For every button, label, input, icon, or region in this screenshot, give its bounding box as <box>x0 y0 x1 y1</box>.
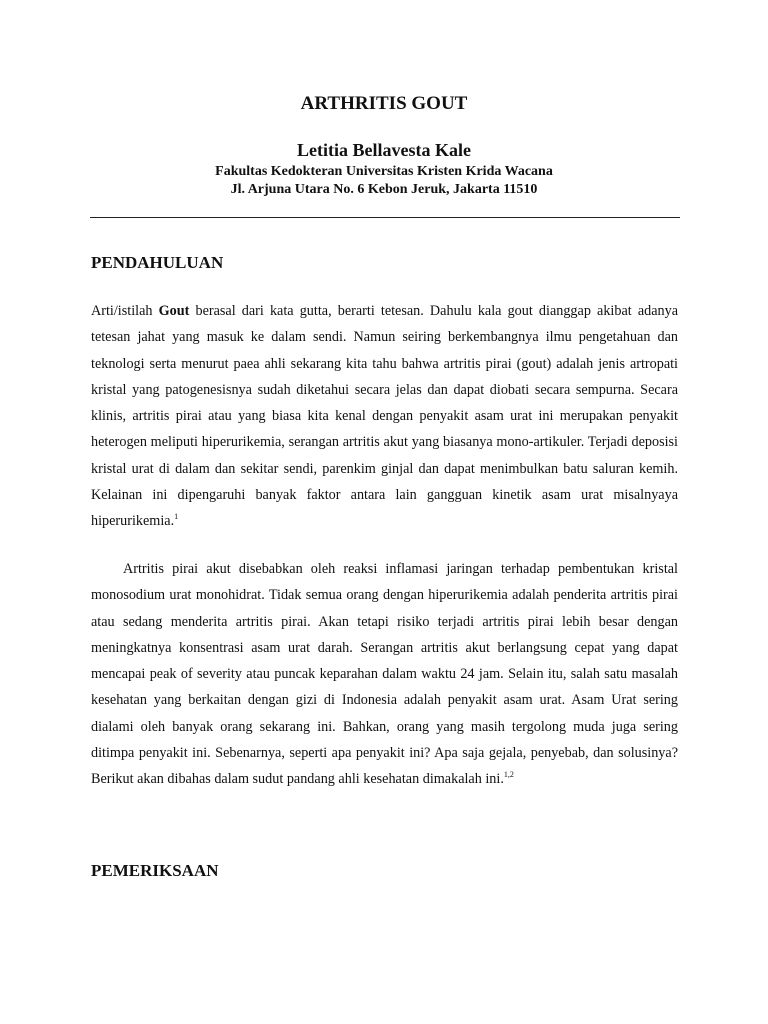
citation-reference: 1 <box>174 512 179 522</box>
bold-term-gout: Gout <box>158 303 190 319</box>
paragraph-introduction <box>91 298 678 535</box>
section-heading-pendahuluan: PENDAHULUAN <box>91 253 224 272</box>
header-divider <box>90 217 680 218</box>
paragraph-prefix: Arti/istilah <box>91 303 159 319</box>
citation-reference: 1,2 <box>503 770 514 780</box>
document-title: ARTHRITIS GOUT <box>300 93 468 114</box>
affiliation-institution: Fakultas Kedokteran Universitas Kristen Krida Wacana <box>215 164 553 179</box>
affiliation-address: Jl. Arjuna Utara No. 6 Kebon Jeruk, Jakarta 11510 <box>230 182 538 197</box>
paragraph-body: berasal dari kata gutta, berarti tetesan. Dahulu kala gout dianggap akibat adanya tetesan jahat yang masuk ke dalam sendi. Namun seiring berkembangnya ilmu pengetahuan dan teknologi serta menurut paea ahli sekarang kita tahu bahwa artritis pirai (gout) adalah jenis artropati kristal yang patogenesisnya sudah diketahui secara jelas dan dapat diobati secara sempurna. Secara klinis, artritis pirai atau yang biasa kita kenal dengan penyakit asam urat ini merupakan penyakit heterogen meliputi hiperurikemia, serangan artritis akut yang biasanya mono-artikuler. Terjadi deposisi kristal urat di dalam dan sekitar sendi, parenkim ginjal dan dapat menimbulkan batu saluran kemih. Kelainan ini dipengaruhi banyak faktor antara lain gangguan kinetik asam urat misalnyaya hiperurikemia. <box>91 303 678 530</box>
paragraph-acute-arthritis <box>91 556 678 793</box>
section-heading-pemeriksaan: PEMERIKSAAN <box>91 861 219 880</box>
author-name: Letitia Bellavesta Kale <box>297 140 471 160</box>
paragraph-body: Artritis pirai akut disebabkan oleh reaksi inflamasi jaringan terhadap pembentukan kristal monosodium urat monohidrat. Tidak semua orang dengan hiperurikemia adalah penderita artritis pirai atau sedang menderita artritis pirai. Akan tetapi risiko terjadi artritis pirai lebih besar dengan meningkatnya konsentrasi asam urat darah. Serangan artritis akut berlangsung cepat yang dapat mencapai peak of severity atau puncak keparahan dalam waktu 24 jam. Selain itu, salah satu masalah kesehatan yang berkaitan dengan gizi di Indonesia adalah penyakit asam urat. Asam Urat sering dialami oleh banyak orang sekarang ini. Bahkan, orang yang masih tergolong muda juga sering ditimpa penyakit ini. Sebenarnya, seperti apa penyakit ini? Apa saja gejala, penyebab, dan solusinya? Berikut akan dibahas dalam sudut pandang ahli kesehatan dimakalah ini. <box>91 561 678 788</box>
